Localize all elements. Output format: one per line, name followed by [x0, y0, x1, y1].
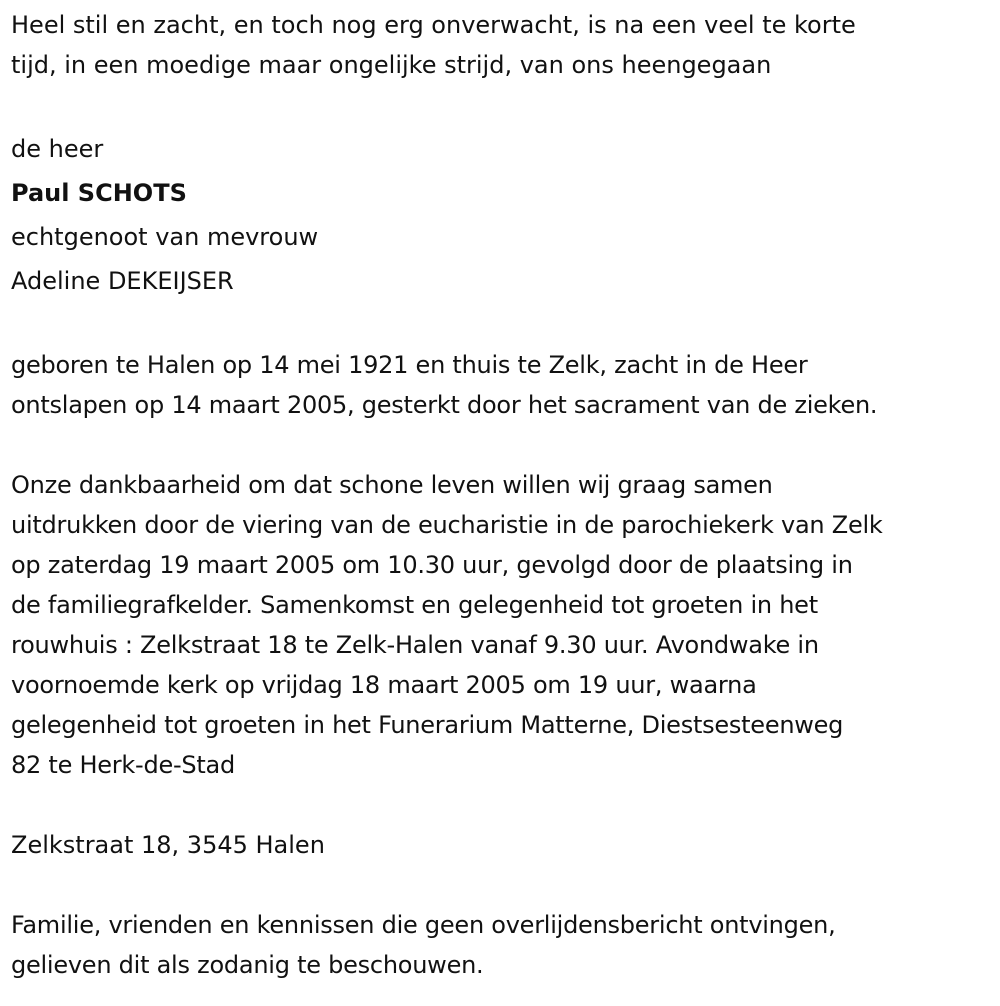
ceremony-line-5: rouwhuis : Zelkstraat 18 te Zelk-Halen vanaf 9.30 uur. Avondwake in — [11, 631, 819, 659]
death-line: ontslapen op 14 maart 2005, gesterkt door het sacrament van de zieken. — [11, 391, 878, 419]
spacer — [11, 785, 1000, 825]
ceremony-line-7: gelegenheid tot groeten in het Funerarium Matterne, Diestsesteenweg — [11, 711, 844, 739]
intro-line-2: tijd, in een moedige maar ongelijke strijd, van ons heengegaan — [11, 51, 772, 79]
spouse-name: Adeline DEKEIJSER — [11, 267, 234, 295]
closing-line-2: gelieven dit als zodanig te beschouwen. — [11, 951, 484, 979]
ceremony-line-8: 82 te Herk-de-Stad — [11, 751, 235, 779]
ceremony-line-6: voornoemde kerk op vrijdag 18 maart 2005 om 19 uur, waarna — [11, 671, 757, 699]
address-paragraph — [11, 825, 1000, 865]
ceremony-paragraph — [11, 465, 1000, 785]
spacer — [11, 425, 1000, 465]
birth-death-paragraph — [11, 345, 1000, 425]
ceremony-line-1: Onze dankbaarheid om dat schone leven willen wij graag samen — [11, 471, 773, 499]
spacer — [11, 305, 1000, 345]
deceased-name: Paul SCHOTS — [11, 179, 187, 207]
ceremony-line-3: op zaterdag 19 maart 2005 om 10.30 uur, gevolgd door de plaatsing in — [11, 551, 853, 579]
closing-line-1: Familie, vrienden en kennissen die geen overlijdensbericht ontvingen, — [11, 911, 836, 939]
spacer — [11, 85, 1000, 125]
home-address: Zelkstraat 18, 3545 Halen — [11, 831, 325, 859]
relation-text: echtgenoot van mevrouw — [11, 223, 319, 251]
honorific: de heer — [11, 135, 104, 163]
intro-paragraph — [11, 5, 1000, 85]
spacer — [11, 865, 1000, 905]
ceremony-line-2: uitdrukken door de viering van de eucharistie in de parochiekerk van Zelk — [11, 511, 883, 539]
deceased-block — [11, 129, 1000, 301]
intro-line-1: Heel stil en zacht, en toch nog erg onverwacht, is na een veel te korte — [11, 11, 856, 39]
closing-paragraph — [11, 905, 1000, 985]
ceremony-line-4: de familiegrafkelder. Samenkomst en gelegenheid tot groeten in het — [11, 591, 818, 619]
birth-line: geboren te Halen op 14 mei 1921 en thuis te Zelk, zacht in de Heer — [11, 351, 808, 379]
